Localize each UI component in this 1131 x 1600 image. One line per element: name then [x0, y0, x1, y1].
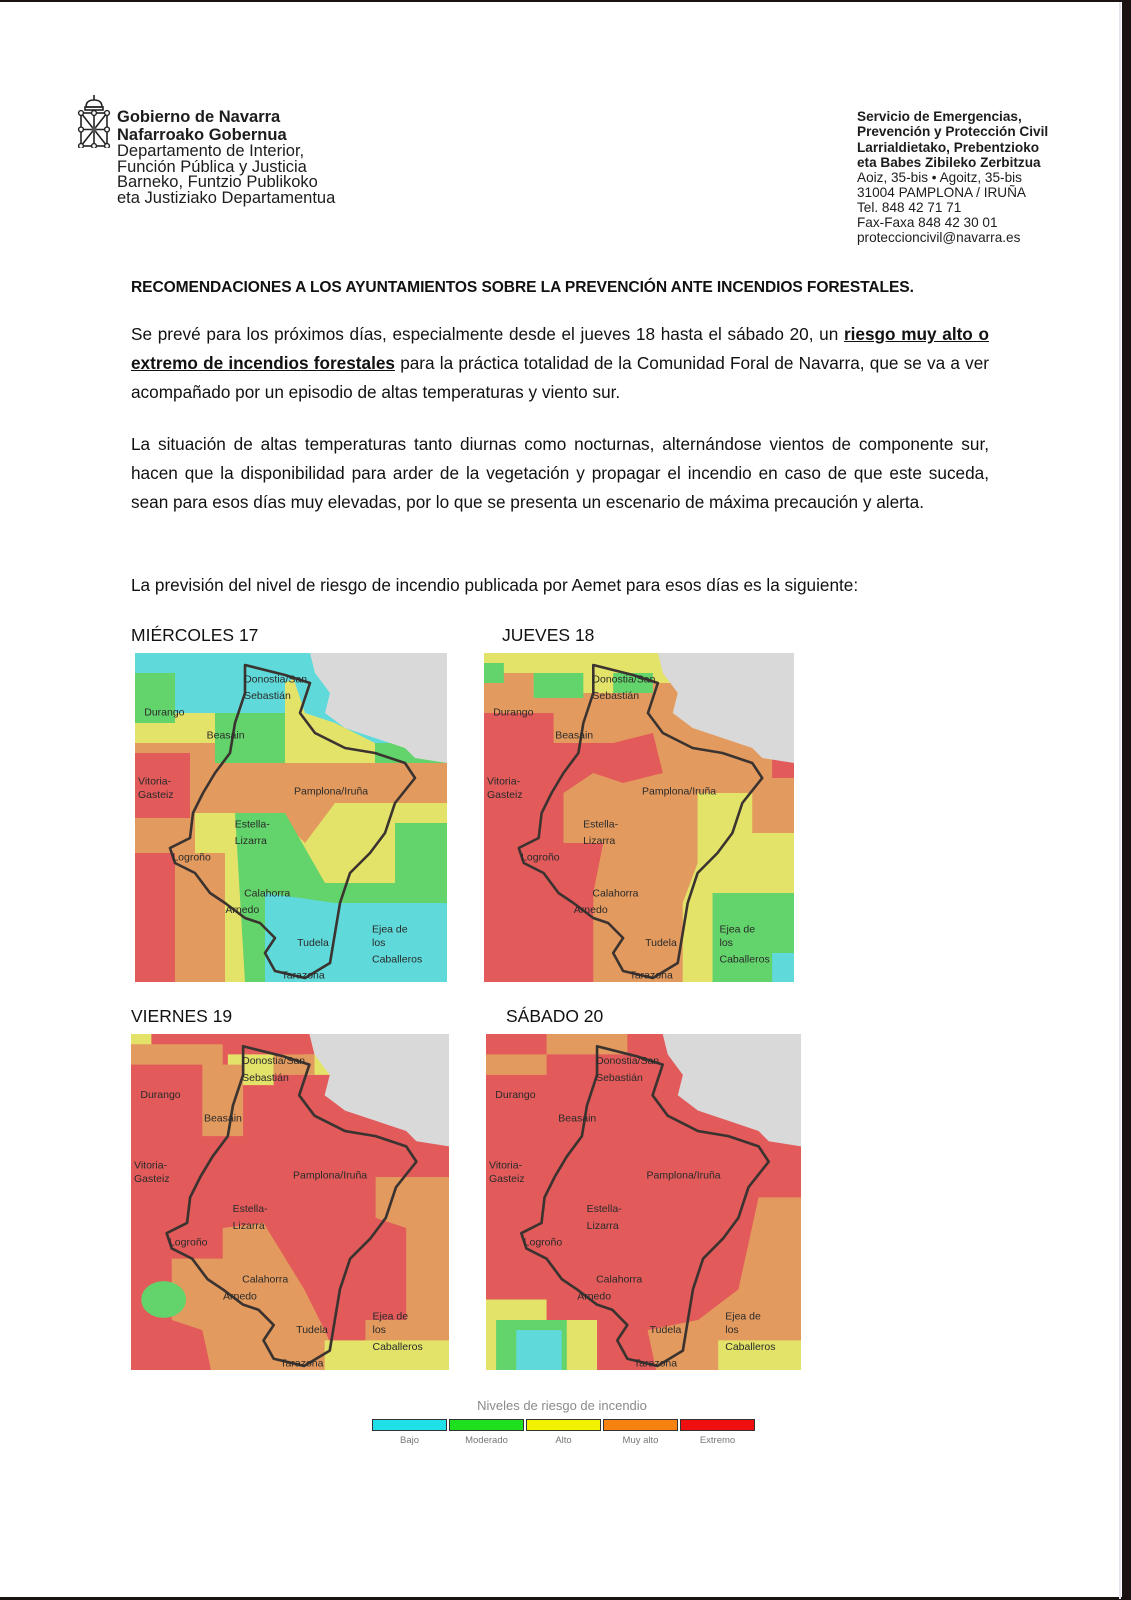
- map-canvas: [131, 1034, 449, 1370]
- town-label-tarazona: Tarazona: [629, 969, 673, 982]
- service-email: proteccioncivil@navarra.es: [857, 230, 1021, 246]
- town-label-sebastian: Sebastián: [592, 690, 640, 703]
- service-phone: Tel. 848 42 71 71: [857, 200, 962, 216]
- department-line: Función Pública y Justicia: [117, 157, 307, 176]
- town-label-ejea1: Ejea de: [725, 1310, 761, 1323]
- government-name-es: Gobierno de Navarra: [117, 108, 281, 126]
- government-name-eu: Nafarroako Gobernua: [117, 126, 287, 144]
- town-label-beasain: Beasain: [206, 729, 245, 742]
- legend-swatch-alto: [526, 1419, 601, 1431]
- town-label-logrono: Logroño: [521, 851, 560, 864]
- town-label-pamplona: Pamplona/Iruña: [293, 1169, 368, 1182]
- town-label-durango: Durango: [140, 1088, 181, 1101]
- town-label-tudela: Tudela: [296, 1324, 328, 1337]
- risk-region: [141, 1281, 186, 1318]
- town-label-ejea2: los: [725, 1324, 739, 1337]
- risk-map-friday: [131, 1034, 449, 1370]
- legend-swatch-bajo: [372, 1419, 447, 1431]
- town-label-tudela: Tudela: [649, 1324, 682, 1337]
- service-address: Aoiz, 35-bis • Agoitz, 35-bis: [857, 170, 1022, 186]
- map-day-label: SÁBADO 20: [506, 1006, 604, 1026]
- map-day-label: JUEVES 18: [502, 625, 595, 645]
- legend-swatch-moderado: [449, 1419, 524, 1431]
- government-name: [117, 108, 335, 206]
- risk-region: [265, 893, 447, 982]
- town-label-estella1: Estella-: [232, 1203, 268, 1216]
- service-city: 31004 PAMPLONA / IRUÑA: [857, 185, 1026, 201]
- town-label-vitoria2: Gasteiz: [138, 788, 174, 801]
- town-label-ejea2: los: [372, 1324, 386, 1337]
- town-label-arnedo: Arnedo: [225, 903, 260, 916]
- risk-map-wednesday: [135, 653, 447, 982]
- town-label-logrono: Logroño: [168, 1236, 208, 1249]
- town-label-arnedo: Arnedo: [573, 903, 608, 916]
- document-title: RECOMENDACIONES A LOS AYUNTAMIENTOS SOBRE LA PREVENCIÓN ANTE INCENDIOS FORESTALES.: [131, 279, 914, 296]
- town-label-vitoria1: Vitoria-: [487, 775, 521, 788]
- paragraph-situation: La situación de altas temperaturas tanto diurnas como nocturnas, alternándose vientos de componente sur, hacen que la disponibilidad para arder de la vegetación y propagar el incendio en caso de que este suceda, sean para esos días muy elevadas, por lo que se presenta un escenario de máxima precaución y alerta.: [131, 434, 989, 512]
- town-label-donostia: Donostia/San: [244, 673, 308, 686]
- town-label-estella1: Estella-: [583, 818, 619, 831]
- risk-map-saturday: [486, 1034, 801, 1370]
- department-line: eta Justiziako Departamentua: [117, 188, 336, 207]
- map-day-label: MIÉRCOLES 17: [131, 625, 259, 645]
- risk-legend: [372, 1419, 755, 1431]
- legend-label: Alto: [555, 1435, 572, 1446]
- map-canvas: [135, 653, 447, 982]
- town-label-beasain: Beasain: [203, 1112, 242, 1125]
- town-label-arnedo: Arnedo: [577, 1290, 612, 1303]
- town-label-durango: Durango: [495, 1088, 536, 1101]
- map-day-label: VIERNES 19: [131, 1006, 233, 1026]
- risk-region: [395, 823, 447, 883]
- town-label-donostia: Donostia/San: [242, 1055, 306, 1068]
- town-label-donostia: Donostia/San: [596, 1055, 660, 1068]
- town-label-calahorra: Calahorra: [244, 887, 291, 900]
- town-label-estella2: Lizarra: [232, 1219, 265, 1232]
- town-label-arnedo: Arnedo: [223, 1290, 257, 1303]
- town-label-estella2: Lizarra: [234, 834, 267, 847]
- navarra-coat-of-arms-icon: [77, 94, 111, 148]
- town-label-logrono: Logroño: [523, 1236, 563, 1249]
- town-label-beasain: Beasain: [555, 729, 594, 742]
- town-label-durango: Durango: [144, 706, 185, 719]
- paragraph-aemet-intro: La previsión del nivel de riesgo de incendio publicada por Aemet para esos días es la siguiente:: [131, 575, 859, 595]
- town-label-durango: Durango: [493, 706, 534, 719]
- paragraph-text: para la práctica totalidad de la Comunidad Foral de Navarra, que se va a ver acompañado por un episodio de altas temperaturas y viento sur.: [131, 353, 989, 402]
- service-fax: Fax-Faxa 848 42 30 01: [857, 215, 998, 231]
- legend-label: Extremo: [699, 1435, 736, 1446]
- page-edge: [1119, 2, 1121, 1599]
- town-label-vitoria2: Gasteiz: [489, 1172, 525, 1185]
- town-label-ejea2: los: [372, 936, 386, 949]
- emphasis-text: riesgo muy alto o extremo de incendios forestales: [131, 324, 989, 373]
- map-canvas: [484, 653, 794, 982]
- service-name-line: Prevención y Protección Civil: [857, 124, 1049, 140]
- legend-label: Muy alto: [622, 1435, 659, 1446]
- town-label-calahorra: Calahorra: [242, 1273, 289, 1286]
- map-canvas: [486, 1034, 801, 1370]
- service-name-line: Servicio de Emergencias,: [857, 109, 1022, 124]
- service-name-line: Larrialdietako, Prebentzioko: [857, 139, 1040, 155]
- town-label-beasain: Beasain: [558, 1112, 597, 1125]
- department-line: Departamento de Interior,: [117, 142, 305, 160]
- town-label-vitoria1: Vitoria-: [134, 1159, 168, 1172]
- service-contact-block: [857, 109, 1048, 245]
- risk-region: [175, 853, 225, 982]
- risk-map-thursday: [484, 653, 794, 982]
- town-label-estella1: Estella-: [234, 818, 270, 831]
- town-label-vitoria1: Vitoria-: [138, 775, 172, 788]
- town-label-vitoria2: Gasteiz: [134, 1172, 170, 1185]
- town-label-sebastian: Sebastián: [242, 1072, 289, 1085]
- town-label-estella2: Lizarra: [586, 1219, 619, 1232]
- town-label-logrono: Logroño: [172, 851, 211, 864]
- service-name-line: eta Babes Zibileko Zerbitzua: [857, 154, 1041, 170]
- town-label-ejea3: Caballeros: [372, 953, 423, 966]
- town-label-tarazona: Tarazona: [280, 1357, 324, 1370]
- paragraph-text: Se prevé para los próximos días, especialmente desde el jueves 18 hasta el sábado 20, un: [131, 324, 844, 344]
- town-label-ejea3: Caballeros: [372, 1340, 423, 1353]
- town-label-calahorra: Calahorra: [596, 1273, 643, 1286]
- paragraph-risk-forecast: [131, 320, 989, 407]
- town-label-pamplona: Pamplona/Iruña: [646, 1169, 721, 1182]
- town-label-ejea2: los: [719, 936, 733, 949]
- town-label-calahorra: Calahorra: [592, 887, 639, 900]
- town-label-sebastian: Sebastián: [244, 690, 291, 703]
- town-label-pamplona: Pamplona/Iruña: [294, 785, 369, 798]
- town-label-tudela: Tudela: [645, 936, 677, 949]
- town-label-vitoria1: Vitoria-: [489, 1159, 523, 1172]
- town-label-donostia: Donostia/San: [592, 673, 656, 686]
- legend-swatch-muy-alto: [603, 1419, 678, 1431]
- town-label-sebastian: Sebastián: [596, 1072, 643, 1085]
- town-label-tudela: Tudela: [297, 936, 329, 949]
- town-label-ejea3: Caballeros: [725, 1340, 776, 1353]
- legend-title: Niveles de riesgo de incendio: [477, 1398, 647, 1413]
- legend-label: Moderado: [465, 1435, 508, 1446]
- risk-region: [772, 953, 794, 982]
- town-label-estella2: Lizarra: [583, 834, 616, 847]
- risk-region: [516, 1330, 561, 1370]
- department-line: Barneko, Funtzio Publikoko: [117, 173, 318, 191]
- town-label-estella1: Estella-: [586, 1203, 622, 1216]
- town-label-vitoria2: Gasteiz: [487, 788, 523, 801]
- town-label-ejea3: Caballeros: [719, 953, 770, 966]
- legend-label: Bajo: [399, 1435, 419, 1446]
- risk-legend-labels: [372, 1435, 755, 1446]
- town-label-ejea1: Ejea de: [372, 923, 408, 936]
- town-label-tarazona: Tarazona: [281, 969, 325, 982]
- town-label-ejea1: Ejea de: [372, 1310, 409, 1323]
- legend-swatch-extremo: [680, 1419, 755, 1431]
- town-label-pamplona: Pamplona/Iruña: [642, 785, 717, 798]
- town-label-ejea1: Ejea de: [719, 923, 756, 936]
- town-label-tarazona: Tarazona: [633, 1357, 678, 1370]
